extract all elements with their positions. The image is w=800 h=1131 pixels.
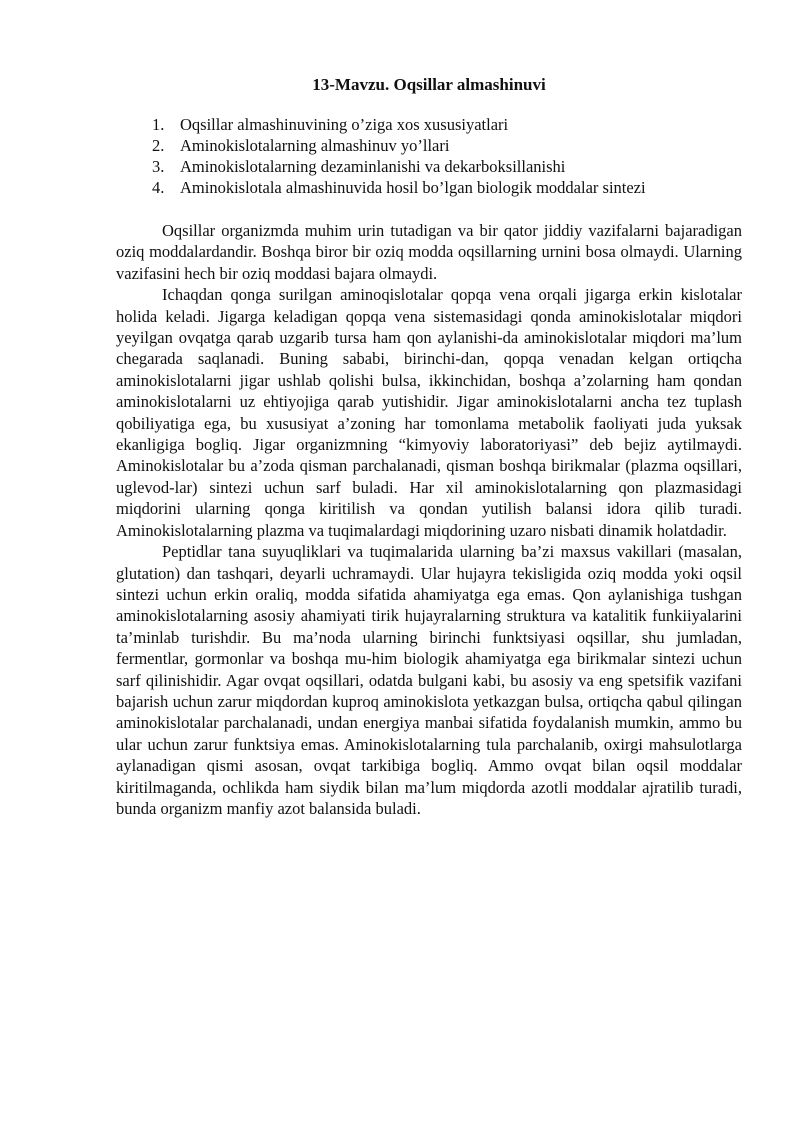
body-paragraph: Ichaqdan qonga surilgan aminoqislotalar qopqa vena orqali jigarga erkin kislotalar holida keladi. Jigarga keladigan qopqa vena sistemasidagi qonda aminokislotalar miqdori yeyilgan ovqatga qarab uzgarib tursa ham qon aylanishi-da aminokislotalar miqdori ma’lum chegarada saqlanadi. Buning sababi, birinchi-dan, qopqa venadan kelgan ortiqcha aminokislotalarni jigar ushlab qolishi bulsa, ikkinchidan, boshqa a’zolarning ham qondan aminokislotalarni uz ehtiyojiga qarab yutishidir. Jigar aminokislotalarni ancha tez tuplash qobiliyatiga ega, bu xususiyat a’zoning har tomonlama metabolik faoliyati juda yuksak ekanligiga bogliq. Jigar organizmning “kimyoviy laboratoriyasi” deb bejiz aytilmaydi. Aminokislotalar bu a’zoda qisman parchalanadi, qisman boshqa birikmalar (plazma oqsillari, uglevod-lar) sintezi uchun sarf buladi. Har xil aminokislotalarning qon plazmasidagi miqdorini ularning qonga kiritilish va qondan yutilish balansi idora qilib turadi. Aminokislotalarning plazma va tuqimalardagi miqdorining uzaro nisbati dinamik holatdadir.: [116, 285, 742, 540]
outline-item: [116, 135, 742, 156]
document-title: 13-Mavzu. Oqsillar almashinuvi: [312, 75, 546, 94]
outline-item-number: 2.: [152, 136, 165, 155]
outline-item: [116, 114, 742, 135]
outline-item-text: Aminokislotala almashinuvida hosil bo’lgan biologik moddalar sintezi: [180, 178, 646, 197]
topic-outline: [116, 114, 742, 198]
outline-item-text: Aminokislotalarning almashinuv yo’llari: [180, 136, 450, 155]
outline-item-number: 1.: [152, 115, 165, 134]
outline-item: [116, 156, 742, 177]
body-paragraph: Oqsillar organizmda muhim urin tutadigan va bir qator jiddiy vazifalarni bajaradigan oziq moddalardandir. Boshqa biror bir oziq modda oqsillarning urnini bosa olmaydi. Ularning vazifasini hech bir oziq moddasi bajara olmaydi.: [116, 221, 742, 283]
outline-item-number: 3.: [152, 157, 165, 176]
outline-item-number: 4.: [152, 178, 165, 197]
outline-item: [116, 177, 742, 198]
document-page: [116, 74, 742, 819]
outline-item-text: Oqsillar almashinuvining o’ziga xos xususiyatlari: [180, 115, 509, 134]
document-body: [116, 220, 742, 819]
outline-item-text: Aminokislotalarning dezaminlanishi va dekarboksillanishi: [180, 157, 566, 176]
body-paragraph: Peptidlar tana suyuqliklari va tuqimalarida ularning ba’zi maxsus vakillari (masalan, glutation) dan tashqari, deyarli uchramaydi. Ular hujayra tekisligida oziq modda yoki oqsil sintezi uchun erkin oraliq, modda sifatida ahamiyatga ega emas. Qon aylanishiga tushgan aminokislotalarning asosiy ahamiyati tirik hujayralarning struktura va katalitik funkiiyalarini ta’minlab turishdir. Bu ma’noda ularning birinchi funktsiyasi oqsillar, shu jumladan, fermentlar, gormonlar va boshqa mu-him biologik ahamiyatga ega birikmalar sintezi uchun sarf qilinishidir. Agar ovqat oqsillari, odatda bulgani kabi, bu asosiy va eng spetsifik vazifani bajarish uchun zarur miqdordan kuproq aminokislota yetkazgan bulsa, ortiqcha qabul qilingan aminokislotalar parchalanadi, undan energiya manbai sifatida foydalanish mumkin, ammo bu ular uchun zarur funktsiya emas. Aminokislotalarning tula parchalanib, oxirgi mahsulotlarga aylanadigan qismi asosan, ovqat tarkibiga bogliq. Ammo ovqat bilan oqsil moddalar kiritilmaganda, ochlikda ham siydik bilan ma’lum miqdorda azotli moddalar ajratilib turadi, bunda organizm manfiy azot balansida buladi.: [116, 542, 742, 818]
